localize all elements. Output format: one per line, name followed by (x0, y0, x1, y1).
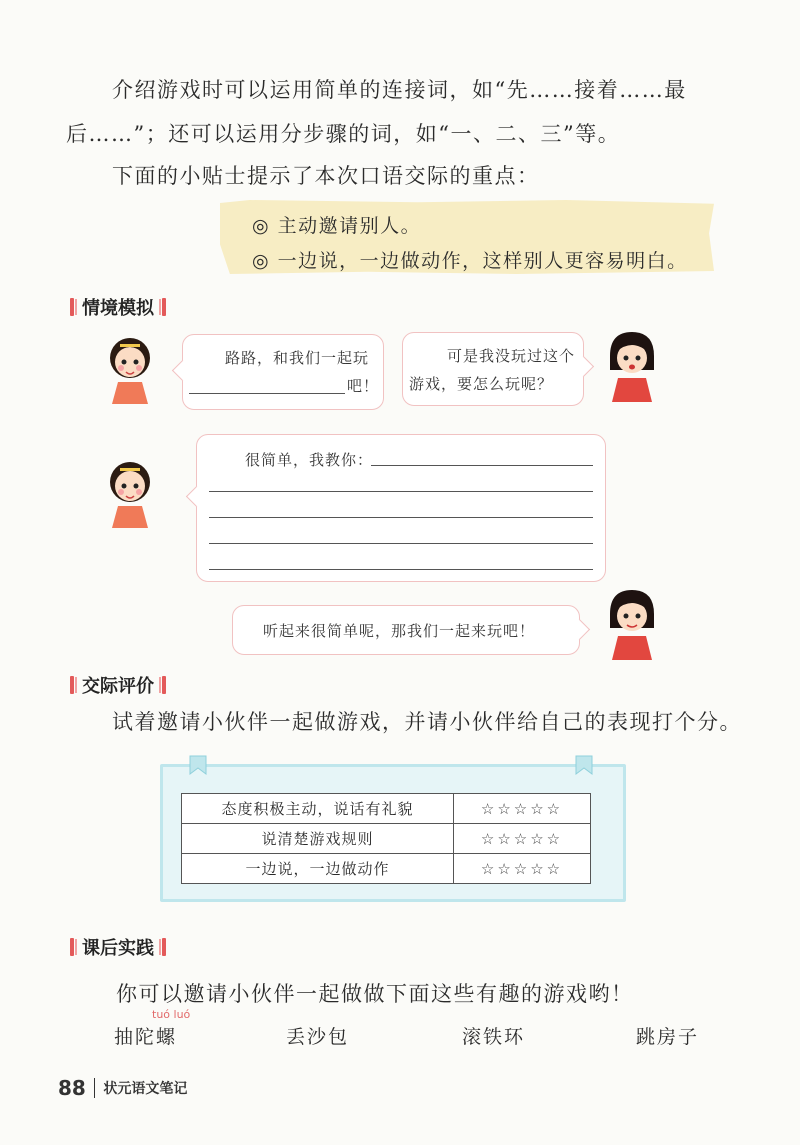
game-item: 抽陀螺 (114, 1026, 178, 1048)
rating-table (181, 793, 591, 884)
pinyin-annotation: tuó luó (152, 1008, 191, 1021)
speech-bubble (232, 605, 580, 655)
star-rating[interactable]: ☆☆☆☆☆ (454, 854, 591, 884)
girl-character-icon (600, 584, 664, 664)
table-row (182, 854, 591, 884)
heading-bar-icon (162, 298, 166, 316)
table-row (182, 824, 591, 854)
page-number: 88 (58, 1076, 86, 1100)
rating-criterion: 说清楚游戏规则 (182, 824, 454, 854)
section-heading-practice: 课后实践 (62, 934, 174, 960)
ribbon-icon (186, 754, 210, 778)
intro-line-3: 下面的小贴士提示了本次口语交际的重点： (112, 164, 540, 188)
fill-in-line (209, 491, 593, 492)
bubble-text: 吧！ (347, 377, 380, 395)
star-rating[interactable]: ☆☆☆☆☆ (454, 824, 591, 854)
bubble-text: 可是我没玩过这个 (447, 347, 576, 365)
heading-bar-icon (162, 938, 166, 956)
section-heading-evaluation: 交际评价 (62, 672, 174, 698)
practice-instruction: 你可以邀请小伙伴一起做做下面这些有趣的游戏哟！ (116, 982, 634, 1006)
heading-bar-icon (70, 938, 74, 956)
speech-bubble (402, 332, 584, 406)
game-item: 滚铁环 (462, 1026, 526, 1048)
evaluation-instruction: 试着邀请小伙伴一起做游戏，并请小伙伴给自己的表现打个分。 (112, 710, 742, 734)
intro-line-1: 介绍游戏时可以运用简单的连接词，如“先……接着……最 (112, 78, 687, 102)
rating-criterion: 一边说，一边做动作 (182, 854, 454, 884)
heading-bar-icon (162, 676, 166, 694)
bubble-text: 路路，和我们一起玩 (225, 349, 370, 367)
bubble-text: 很简单，我教你： (245, 451, 374, 469)
fill-in-line (189, 393, 345, 394)
intro-line-2: 后……”；还可以运用分步骤的词，如“一、二、三”等。 (66, 122, 621, 146)
ribbon-icon (572, 754, 596, 778)
bubble-text: 听起来很简单呢，那我们一起来玩吧！ (263, 622, 536, 640)
speech-bubble (196, 434, 606, 582)
fill-in-line (371, 465, 593, 466)
page-footer (58, 1076, 187, 1100)
speech-bubble (182, 334, 384, 410)
heading-bar-icon (70, 676, 74, 694)
game-item: 跳房子 (636, 1026, 700, 1048)
tip-item: ◎ 一边说，一边做动作，这样别人更容易明白。 (252, 250, 688, 272)
fill-in-line (209, 569, 593, 570)
book-brand: 状元语文笔记 (103, 1081, 188, 1097)
game-item: 丢沙包 (286, 1026, 350, 1048)
section-heading-scenario: 情境模拟 (62, 294, 174, 320)
footer-divider (94, 1078, 96, 1098)
girl-character-icon (98, 456, 162, 534)
fill-in-line (209, 543, 593, 544)
bubble-text: 游戏，要怎么玩呢？ (409, 375, 554, 393)
girl-character-icon (600, 326, 664, 406)
heading-bar-icon (70, 298, 74, 316)
star-rating[interactable]: ☆☆☆☆☆ (454, 794, 591, 824)
fill-in-line (209, 517, 593, 518)
tip-item: ◎ 主动邀请别人。 (252, 215, 422, 237)
table-row (182, 794, 591, 824)
rating-criterion: 态度积极主动，说话有礼貌 (182, 794, 454, 824)
girl-character-icon (98, 332, 162, 410)
